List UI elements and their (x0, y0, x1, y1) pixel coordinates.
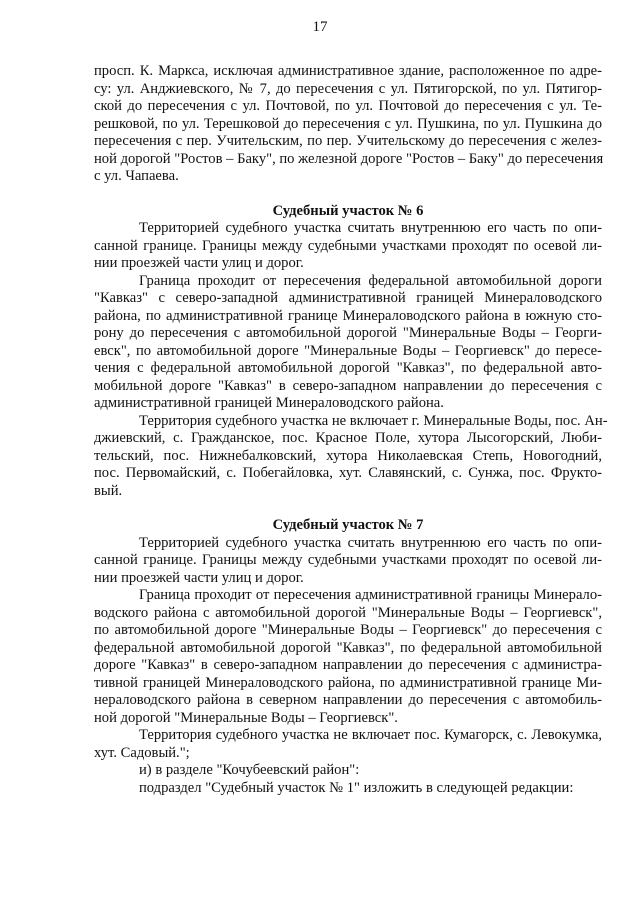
text-line: просп. К. Маркса, исключая административное здание, расположенное по адре- (94, 63, 602, 79)
intro-paragraph (94, 63, 602, 186)
text-line: хут. Садовый."; (94, 744, 190, 761)
section6-paragraph-1 (94, 220, 602, 273)
section7-paragraph-2 (94, 587, 602, 727)
text-line: с ул. Чапаева. (94, 168, 179, 184)
text-line: мобильной дороге "Кавказ" в северо-западном направлении до пересечения с (94, 377, 602, 394)
text-line: тивной границей Минераловодского района, по административной границе Ми- (94, 674, 602, 691)
text-line: пос. Первомайский, с. Побегайловка, хут. Славянский, с. Сунжа, пос. Фрукто- (94, 465, 602, 481)
text-line: по автомобильной дороге "Минеральные Воды – Георгиевск" до пересечения с (94, 622, 602, 638)
text-line: ной дорогой "Ростов – Баку", по железной дороге "Ростов – Баку" до пересечения (94, 150, 604, 167)
text-line: Территорией судебного участка считать внутреннюю его часть по опи- (139, 534, 602, 551)
text-line: рону до пересечения с автомобильной дорогой "Минеральные Воды – Георги- (94, 325, 602, 341)
section-heading: Судебный участок № 7 (272, 517, 424, 533)
text-line: евск", по автомобильной дороге "Минеральные Воды – Георгиевск" до пересе- (94, 342, 602, 359)
closing-item: подраздел "Судебный участок № 1" изложить в следующей редакции: (139, 779, 574, 796)
text-line: вый. (94, 482, 123, 499)
text-line: Территория судебного участка не включает пос. Кумагорск, с. Левокумка, (139, 727, 602, 743)
closing-item: и) в разделе "Кочубеевский район": (139, 762, 360, 778)
section-heading: Судебный участок № 6 (272, 202, 424, 219)
text-line: решковой, по ул. Терешковой до пересечения с ул. Пушкина, по ул. Пушкина до (94, 115, 602, 132)
section6-paragraph-2 (94, 273, 602, 413)
text-line: Граница проходит от пересечения административной границы Минерало- (139, 587, 602, 603)
text-line: Граница проходит от пересечения федеральной автомобильной дороги (139, 272, 602, 289)
section7-paragraph-3 (94, 727, 602, 762)
text-line: федеральной автомобильной дорогой "Кавказ", по федеральной автомобильной (94, 639, 602, 656)
text-line: дороге "Кавказ" в северо-западном направлении до пересечения с администра- (94, 657, 602, 673)
text-line: ной дорогой "Минеральные Воды – Георгиевск". (94, 709, 398, 726)
text-line: Территорией судебного участка считать внутреннюю его часть по опи- (139, 220, 602, 236)
section7-paragraph-1 (94, 535, 602, 588)
text-line: административной границей Минераловодского района. (94, 395, 444, 411)
text-line: чения с федеральной автомобильной дорогой "Кавказ", по федеральной авто- (94, 360, 602, 376)
text-line: водского района с автомобильной дорогой "Минеральные Воды – Георгиевск", (94, 604, 602, 621)
text-line: джиевский, с. Гражданское, пос. Красное Поле, хутора Лысогорский, Люби- (94, 430, 602, 446)
text-line: су: ул. Анджиевского, № 7, до пересечения с ул. Пятигорской, по ул. Пятигор- (94, 80, 602, 97)
document-body (94, 63, 608, 797)
text-line: ской до пересечения с ул. Почтовой, по ул. Почтовой до пересечения с ул. Те- (94, 98, 602, 114)
text-line: санной границе. Границы между судебными участками проходят по осевой ли- (94, 237, 602, 254)
page-number: 17 (312, 19, 328, 35)
text-line: "Кавказ" с северо-западной административной границей Минераловодского (94, 290, 602, 306)
text-line: района, по административной границе Минераловодского района в южную сто- (94, 307, 602, 324)
text-line: пересечения с пер. Учительским, по пер. Учительскому до пересечения с желез- (94, 133, 602, 149)
text-line: нии проезжей части улиц и дорог. (94, 255, 304, 271)
text-line: тельский, пос. Нижнебалковский, хутора Николаевская Степь, Новогодний, (94, 447, 602, 464)
section6-paragraph-3 (94, 412, 608, 501)
text-line: нии проезжей части улиц и дорог. (94, 569, 304, 586)
text-line: санной границе. Границы между судебными участками проходят по осевой ли- (94, 552, 602, 568)
text-line: Территория судебного участка не включает г. Минеральные Воды, пос. Ан- (139, 412, 608, 429)
text-line: нераловодского района в северном направлении до пересечения с автомобиль- (94, 692, 602, 708)
